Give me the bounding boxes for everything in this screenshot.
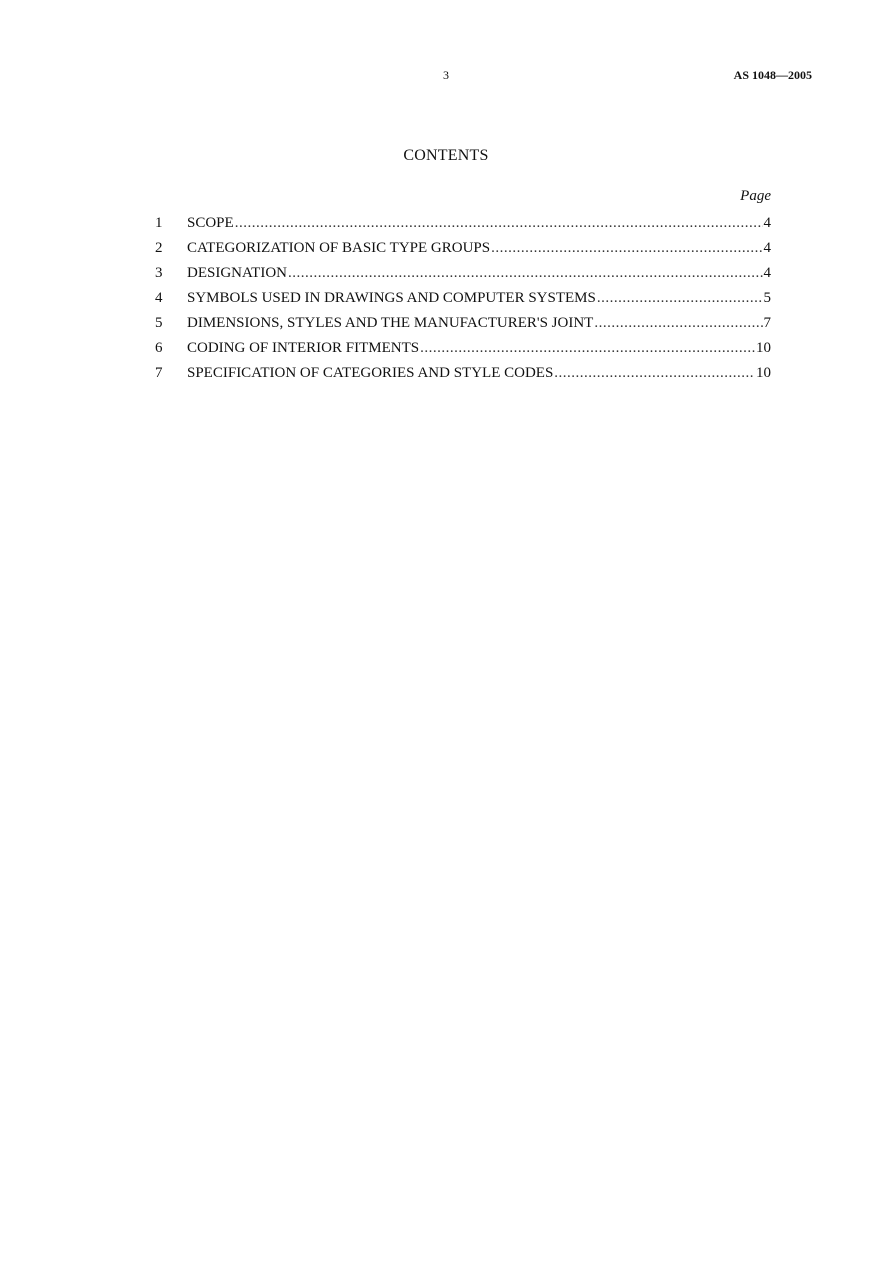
dot-leader: [597, 286, 763, 311]
toc-entry-page: 10: [756, 365, 771, 381]
toc-entry-number: 4: [155, 290, 163, 306]
toc-entry-page: 7: [763, 315, 771, 331]
toc-entry-number: 6: [155, 340, 163, 356]
toc-entry-number: 1: [155, 215, 163, 231]
toc-entry-number: 3: [155, 265, 163, 281]
toc-entry-categorization[interactable]: [155, 236, 771, 261]
toc-entry-page: 4: [763, 240, 771, 256]
toc-entry-page: 4: [763, 215, 771, 231]
toc-entry-dimensions[interactable]: [155, 311, 771, 336]
toc-entry-specification[interactable]: [155, 361, 771, 386]
toc-entry-title: DIMENSIONS, STYLES AND THE MANUFACTURER'S JOINT: [187, 315, 594, 331]
dot-leader: [420, 336, 755, 361]
toc-entry-number: 5: [155, 315, 163, 331]
toc-entry-number: 2: [155, 240, 163, 256]
document-identifier: AS 1048—2005: [733, 68, 812, 82]
toc-entry-page: 4: [763, 265, 771, 281]
toc-entry-title: SPECIFICATION OF CATEGORIES AND STYLE CODES: [187, 365, 554, 381]
toc-entry-title: CODING OF INTERIOR FITMENTS: [187, 340, 420, 356]
toc-entry-title: CATEGORIZATION OF BASIC TYPE GROUPS: [187, 240, 491, 256]
contents-heading: CONTENTS: [403, 147, 489, 164]
toc-entry-coding[interactable]: [155, 336, 771, 361]
toc-entry-title: SYMBOLS USED IN DRAWINGS AND COMPUTER SYSTEMS: [187, 290, 596, 306]
table-of-contents: [155, 211, 771, 386]
toc-entry-symbols[interactable]: [155, 286, 771, 311]
toc-entry-scope[interactable]: [155, 211, 771, 236]
page-column-label: Page: [740, 188, 771, 204]
toc-entry-title: DESIGNATION: [187, 265, 287, 281]
toc-entry-page: 10: [756, 340, 771, 356]
dot-leader: [554, 361, 755, 386]
dot-leader: [288, 261, 763, 286]
toc-entry-title: SCOPE: [187, 215, 234, 231]
toc-entry-number: 7: [155, 365, 163, 381]
dot-leader: [235, 211, 763, 236]
toc-entry-designation[interactable]: [155, 261, 771, 286]
dot-leader: [594, 311, 762, 336]
page-number: 3: [443, 68, 449, 82]
toc-entry-page: 5: [763, 290, 771, 306]
dot-leader: [491, 236, 762, 261]
